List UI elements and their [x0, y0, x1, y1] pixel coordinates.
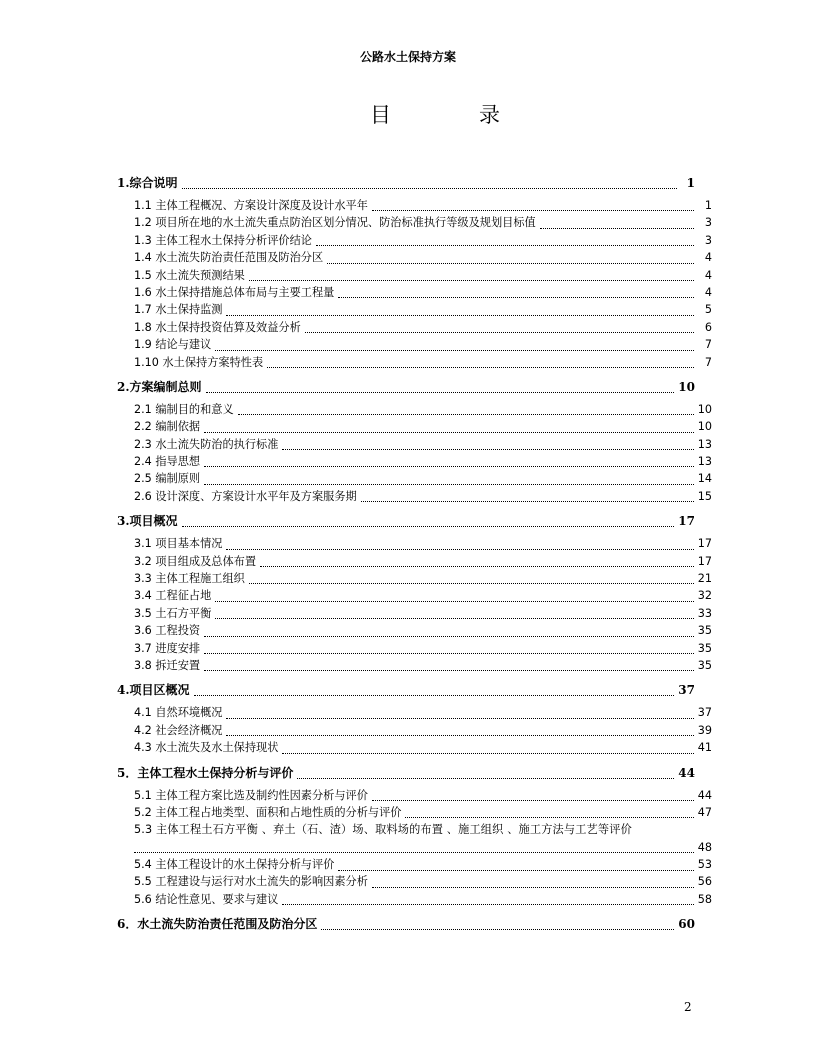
toc-leader-dots [204, 465, 694, 467]
toc-entry-label: 6．水土流失防治责任范围及防治分区 [117, 917, 318, 932]
toc-entry-page: 53 [697, 858, 712, 872]
toc-entry-page: 41 [697, 741, 712, 755]
toc-entry-page: 37 [678, 683, 695, 698]
toc-entry-label: 5.6 结论性意见、要求与建议 [134, 892, 279, 906]
toc-entry-label: 1.9 结论与建议 [134, 338, 212, 352]
toc-entry-label: 5．主体工程水土保持分析与评价 [117, 765, 294, 780]
toc-entry[interactable] [117, 488, 712, 505]
toc-entry-page: 4 [704, 251, 712, 265]
toc-entry-label: 5.2 主体工程占地类型、面积和占地性质的分析与评价 [134, 805, 402, 819]
toc-entry[interactable] [117, 232, 712, 249]
toc-leader-dots [249, 279, 694, 281]
toc-entry-page: 39 [697, 723, 712, 737]
toc-leader-dots [204, 652, 694, 654]
toc-leader-dots [226, 548, 693, 550]
toc-leader-dots [372, 209, 694, 211]
toc-entry[interactable] [117, 284, 712, 301]
toc-entry[interactable] [117, 739, 712, 756]
toc-entry[interactable] [117, 605, 712, 622]
toc-entry[interactable] [117, 301, 712, 318]
toc-entry[interactable] [117, 418, 712, 435]
toc-entry[interactable] [117, 570, 712, 587]
toc-leader-dots [316, 244, 694, 246]
toc-entry-label: 3.2 项目组成及总体布置 [134, 554, 257, 568]
toc-entry-page: 17 [697, 554, 712, 568]
toc-leader-dots [321, 928, 674, 930]
toc-entry-label: 2.2 编制依据 [134, 420, 201, 434]
toc-leader-dots [204, 669, 694, 671]
toc-entry[interactable] [117, 821, 712, 856]
toc-entry-label: 2.4 指导思想 [134, 455, 201, 469]
toc-leader-dots [405, 816, 693, 818]
toc-entry-label: 2.6 设计深度、方案设计水平年及方案服务期 [134, 489, 357, 503]
toc-entry[interactable] [117, 319, 712, 336]
toc-entry-page: 17 [697, 537, 712, 551]
toc-leader-dots [282, 448, 693, 450]
toc-leader-dots [204, 431, 694, 433]
toc-entry-page: 10 [697, 402, 712, 416]
toc-entry-page: 7 [704, 355, 712, 369]
toc-entry[interactable] [117, 856, 712, 873]
toc-entry-label: 3.5 土石方平衡 [134, 606, 212, 620]
toc-entry-page: 48 [697, 840, 712, 854]
toc-leader-dots [204, 483, 694, 485]
toc-title-char-2: 录 [479, 103, 500, 127]
toc-entry[interactable] [117, 553, 712, 570]
toc-entry-page: 58 [697, 892, 712, 906]
toc-title [370, 99, 500, 129]
toc-entry-label: 5.4 主体工程设计的水土保持分析与评价 [134, 858, 335, 872]
toc-entry[interactable] [117, 214, 712, 231]
toc-entry-label: 1.综合说明 [117, 176, 178, 190]
toc-leader-dots [372, 886, 694, 888]
toc-entry-page: 35 [697, 641, 712, 655]
toc-entry[interactable] [117, 622, 712, 639]
toc-entry-page: 21 [697, 572, 712, 586]
toc-entry-page: 1 [704, 198, 712, 212]
toc-entry[interactable] [117, 401, 712, 418]
toc-entry-page: 44 [697, 788, 712, 802]
page-number: 2 [684, 1000, 692, 1014]
toc-entry[interactable] [117, 535, 712, 552]
table-of-contents [117, 174, 712, 933]
toc-leader-dots [338, 296, 694, 298]
toc-leader-dots [182, 187, 677, 189]
toc-entry-page: 4 [704, 285, 712, 299]
toc-entry[interactable] [117, 436, 712, 453]
page-header: 公路水土保持方案 [359, 50, 456, 64]
toc-leader-dots [226, 717, 693, 719]
toc-entry[interactable] [117, 249, 712, 266]
toc-entry-label: 4.2 社会经济概况 [134, 723, 223, 737]
toc-entry-page: 33 [697, 606, 712, 620]
toc-entry[interactable] [117, 453, 712, 470]
toc-entry-page: 17 [678, 514, 695, 529]
toc-entry[interactable] [117, 657, 712, 674]
toc-leader-dots [297, 777, 674, 779]
toc-leader-dots [372, 799, 694, 801]
toc-entry[interactable] [117, 336, 712, 353]
toc-entry-label: 3.8 拆迁安置 [134, 658, 201, 672]
toc-entry-label: 1.2 项目所在地的水土流失重点防治区划分情况、防治标准执行等级及规划目标值 [134, 216, 536, 230]
toc-entry-label: 2.方案编制总则 [117, 379, 202, 394]
toc-entry[interactable] [117, 354, 712, 371]
toc-entry[interactable] [117, 640, 712, 657]
toc-leader-dots [134, 851, 694, 853]
toc-entry-label: 4.3 水土流失及水土保持现状 [134, 741, 279, 755]
toc-entry-label: 1.1 主体工程概况、方案设计深度及设计水平年 [134, 198, 368, 212]
toc-entry-label: 1.7 水土保持监测 [134, 303, 223, 317]
toc-leader-dots [260, 565, 694, 567]
toc-entry[interactable] [117, 804, 712, 821]
toc-entry-label: 3.4 工程征占地 [134, 589, 212, 603]
toc-entry-label: 1.4 水土流失防治责任范围及防治分区 [134, 251, 324, 265]
toc-entry-page: 13 [697, 437, 712, 451]
toc-entry-label: 5.1 主体工程方案比选及制约性因素分析与评价 [134, 788, 368, 802]
toc-entry-page: 1 [686, 176, 695, 190]
toc-entry-label: 3.7 进度安排 [134, 641, 201, 655]
toc-entry-label: 2.5 编制原则 [134, 472, 201, 486]
toc-leader-dots [226, 734, 693, 736]
toc-entry[interactable] [117, 470, 712, 487]
toc-entry[interactable] [117, 267, 712, 284]
toc-leader-dots [249, 582, 694, 584]
toc-entry-page: 37 [697, 706, 712, 720]
toc-leader-dots [182, 525, 675, 527]
toc-entry[interactable] [117, 722, 712, 739]
toc-leader-dots [226, 314, 694, 316]
toc-entry-label: 5.5 工程建设与运行对水土流失的影响因素分析 [134, 875, 368, 889]
toc-entry-label: 4.1 自然环境概况 [134, 706, 223, 720]
toc-entry-label: 3.项目概况 [117, 514, 178, 529]
toc-entry-label: 3.3 主体工程施工组织 [134, 572, 245, 586]
toc-leader-dots [215, 600, 693, 602]
toc-entry-page: 10 [678, 379, 695, 394]
toc-leader-dots [282, 903, 693, 905]
toc-entry[interactable] [117, 891, 712, 908]
toc-entry-page: 14 [697, 472, 712, 486]
toc-leader-dots [305, 331, 694, 333]
toc-leader-dots [267, 366, 694, 368]
toc-entry-page: 6 [704, 320, 712, 334]
toc-leader-dots [282, 752, 693, 754]
toc-leader-dots [206, 391, 675, 393]
toc-entry-page: 3 [704, 216, 712, 230]
toc-entry-label: 3.1 项目基本情况 [134, 537, 223, 551]
toc-entry-label: 5.3 主体工程土石方平衡 、弃土（石、渣）场、取料场的布置 、施工组织 、施工方法与工艺等评价 [134, 823, 632, 837]
toc-chapter-entry[interactable] [117, 764, 695, 782]
toc-entry-label: 3.6 工程投资 [134, 624, 201, 638]
toc-leader-dots [338, 869, 693, 871]
toc-chapter-entry[interactable] [117, 512, 695, 530]
toc-entry-label: 1.5 水土流失预测结果 [134, 268, 245, 282]
toc-leader-dots [215, 617, 693, 619]
toc-leader-dots [361, 500, 694, 502]
toc-entry[interactable] [117, 704, 712, 721]
toc-leader-dots [204, 635, 694, 637]
toc-chapter-entry[interactable] [117, 174, 695, 192]
toc-entry-page: 13 [697, 455, 712, 469]
toc-chapter-entry[interactable] [117, 378, 695, 396]
toc-entry[interactable] [117, 587, 712, 604]
toc-title-char-1: 目 [370, 103, 391, 127]
toc-entry-page: 32 [697, 589, 712, 603]
toc-entry-page: 47 [697, 805, 712, 819]
toc-leader-dots [540, 227, 694, 229]
toc-entry-label: 4.项目区概况 [117, 683, 190, 698]
toc-leader-dots [215, 349, 694, 351]
toc-entry-label: 1.3 主体工程水土保持分析评价结论 [134, 233, 312, 247]
toc-entry-page: 60 [678, 917, 695, 932]
toc-entry[interactable] [117, 874, 712, 891]
toc-entry-page: 5 [704, 303, 712, 317]
toc-entry-page: 15 [697, 489, 712, 503]
toc-entry-label: 2.3 水土流失防治的执行标准 [134, 437, 279, 451]
toc-leader-dots [194, 694, 675, 696]
toc-entry-page: 3 [704, 233, 712, 247]
toc-entry-page: 35 [697, 624, 712, 638]
toc-entry-page: 44 [678, 765, 695, 780]
toc-leader-dots [327, 262, 694, 264]
toc-entry[interactable] [117, 197, 712, 214]
toc-chapter-entry[interactable] [117, 915, 695, 933]
toc-entry-page: 4 [704, 268, 712, 282]
toc-entry-page: 7 [704, 338, 712, 352]
toc-entry[interactable] [117, 787, 712, 804]
toc-leader-dots [238, 413, 694, 415]
toc-entry-page: 10 [697, 420, 712, 434]
toc-entry-label: 2.1 编制目的和意义 [134, 402, 234, 416]
toc-entry-label: 1.8 水土保持投资估算及效益分析 [134, 320, 301, 334]
toc-entry-label: 1.10 水土保持方案特性表 [134, 355, 264, 369]
toc-entry-page: 56 [697, 875, 712, 889]
toc-chapter-entry[interactable] [117, 681, 695, 699]
toc-entry-label: 1.6 水土保持措施总体布局与主要工程量 [134, 285, 335, 299]
toc-entry-page: 35 [697, 658, 712, 672]
